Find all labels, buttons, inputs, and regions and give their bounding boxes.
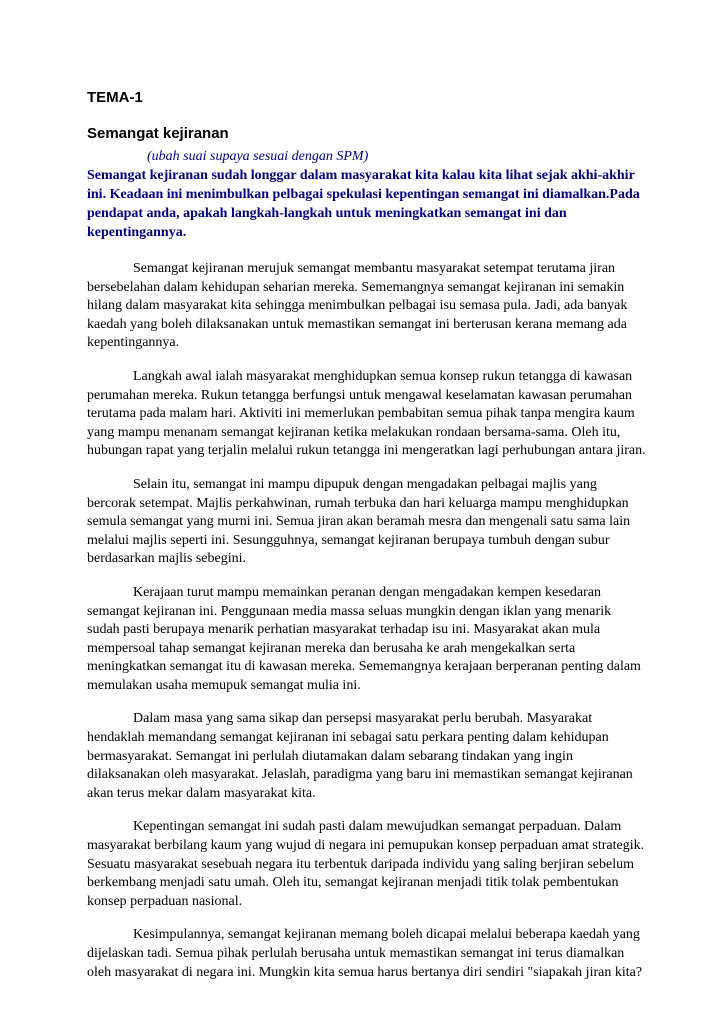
paragraph-6: Kepentingan semangat ini sudah pasti dalam mewujudkan semangat perpaduan. Dalam masyarakat berbilang kaum yang wujud di negara ini pemupukan konsep perpaduan amat strategik. Sesuatu masyarakat sesebuah negara itu terbentuk daripada individu yang saling berjiran sebelum berkembang menjadi satu umah. Oleh itu, semangat kejiranan menjadi titik tolak pembentukan konsep perpaduan nasional.	[87, 819, 645, 909]
paragraph-4: Kerajaan turut mampu memainkan peranan dengan mengadakan kempen kesedaran semangat kejiranan ini. Penggunaan media massa seluas mungkin dengan iklan yang menarik sudah pasti berupaya menarik perhatian masyarakat terhadap isu ini. Masyarakat akan mula mempersoal tahap semangat kejiranan mereka dan berusaha ke arah mengekalkan serta meningkatkan semangat itu di kawasan mereka. Sememangnya kerajaan berperanan penting dalam memulakan usaha memupuk semangat mulia ini.	[87, 584, 641, 693]
paragraph-3: Selain itu, semangat ini mampu dipupuk dengan mengadakan pelbagai majlis yang bercorak setempat. Majlis perkahwinan, rumah terbuka dan hari keluarga mampu menghidupkan semula semangat yang murni ini. Semua jiran akan beramah mesra dan mengenali satu sama lain melalui majlis seperti ini. Sesungguhnya, semangat kejiranan berupaya tumbuh dengan subur berdasarkan majlis sebegini.	[87, 476, 631, 567]
paragraph-1: Semangat kejiranan merujuk semangat membantu masyarakat setempat terutama jiran bersebelahan dalam kehidupan seharian mereka. Sememangnya semangat kejiranan ini semakin hilang dalam masyarakat kita sehingga menimbulkan pelbagai isu semasa pula. Jadi, ada banyak kaedah yang boleh dilaksanakan untuk memastikan semangat ini berterusan kerana memang ada kepentingannya.	[87, 261, 628, 351]
essay-question: Semangat kejiranan sudah longgar dalam masyarakat kita kalau kita lihat sejak akhi-akhir ini. Keadaan ini menimbulkan pelbagai spekulasi kepentingan semangat ini diamalkan.Pada pendapat anda, apakah langkah-langkah untuk meningkatkan semangat ini dan kepentingannya.	[87, 168, 640, 240]
document-title: Semangat kejiranan	[87, 125, 229, 142]
paragraph-5: Dalam masa yang sama sikap dan persepsi masyarakat perlu berubah. Masyarakat hendaklah memandang semangat kejiranan ini sebagai satu perkara penting dalam kehidupan bermasyarakat. Semangat ini perlulah diutamakan dalam sebarang tindakan yang ingin dilaksanakan oleh masyarakat. Jelaslah, paradigma yang baru ini memastikan semangat kejiranan akan terus mekar dalam masyarakat kita.	[87, 711, 633, 801]
paragraph-7: Kesimpulannya, semangat kejiranan memang boleh dicapai melalui beberapa kaedah yang dijelaskan tadi. Semua pihak perlulah berusaha untuk memastikan semangat ini terus diamalkan oleh masyarakat di negara ini. Mungkin kita semua harus bertanya diri sendiri "siapakah jiran kita?	[87, 927, 643, 980]
theme-label: TEMA-1	[87, 89, 143, 106]
document-page	[87, 88, 647, 982]
paragraph-2: Langkah awal ialah masyarakat menghidupkan semua konsep rukun tetangga di kawasan perumahan mereka. Rukun tetangga berfungsi untuk mengawal keselamatan kawasan perumahan terutama pada malam hari. Aktiviti ini memerlukan pembabitan semua pihak tanpa mengira kaum yang mampu menanam semangat kejiranan ketika melakukan rondaan bersama-sama. Oleh itu, hubungan rapat yang terjalin melalui rukun tetangga ini mengeratkan lagi perhubungan antara jiran.	[87, 368, 646, 459]
document-subtitle: (ubah suai supaya sesuai dengan SPM)	[147, 149, 369, 164]
